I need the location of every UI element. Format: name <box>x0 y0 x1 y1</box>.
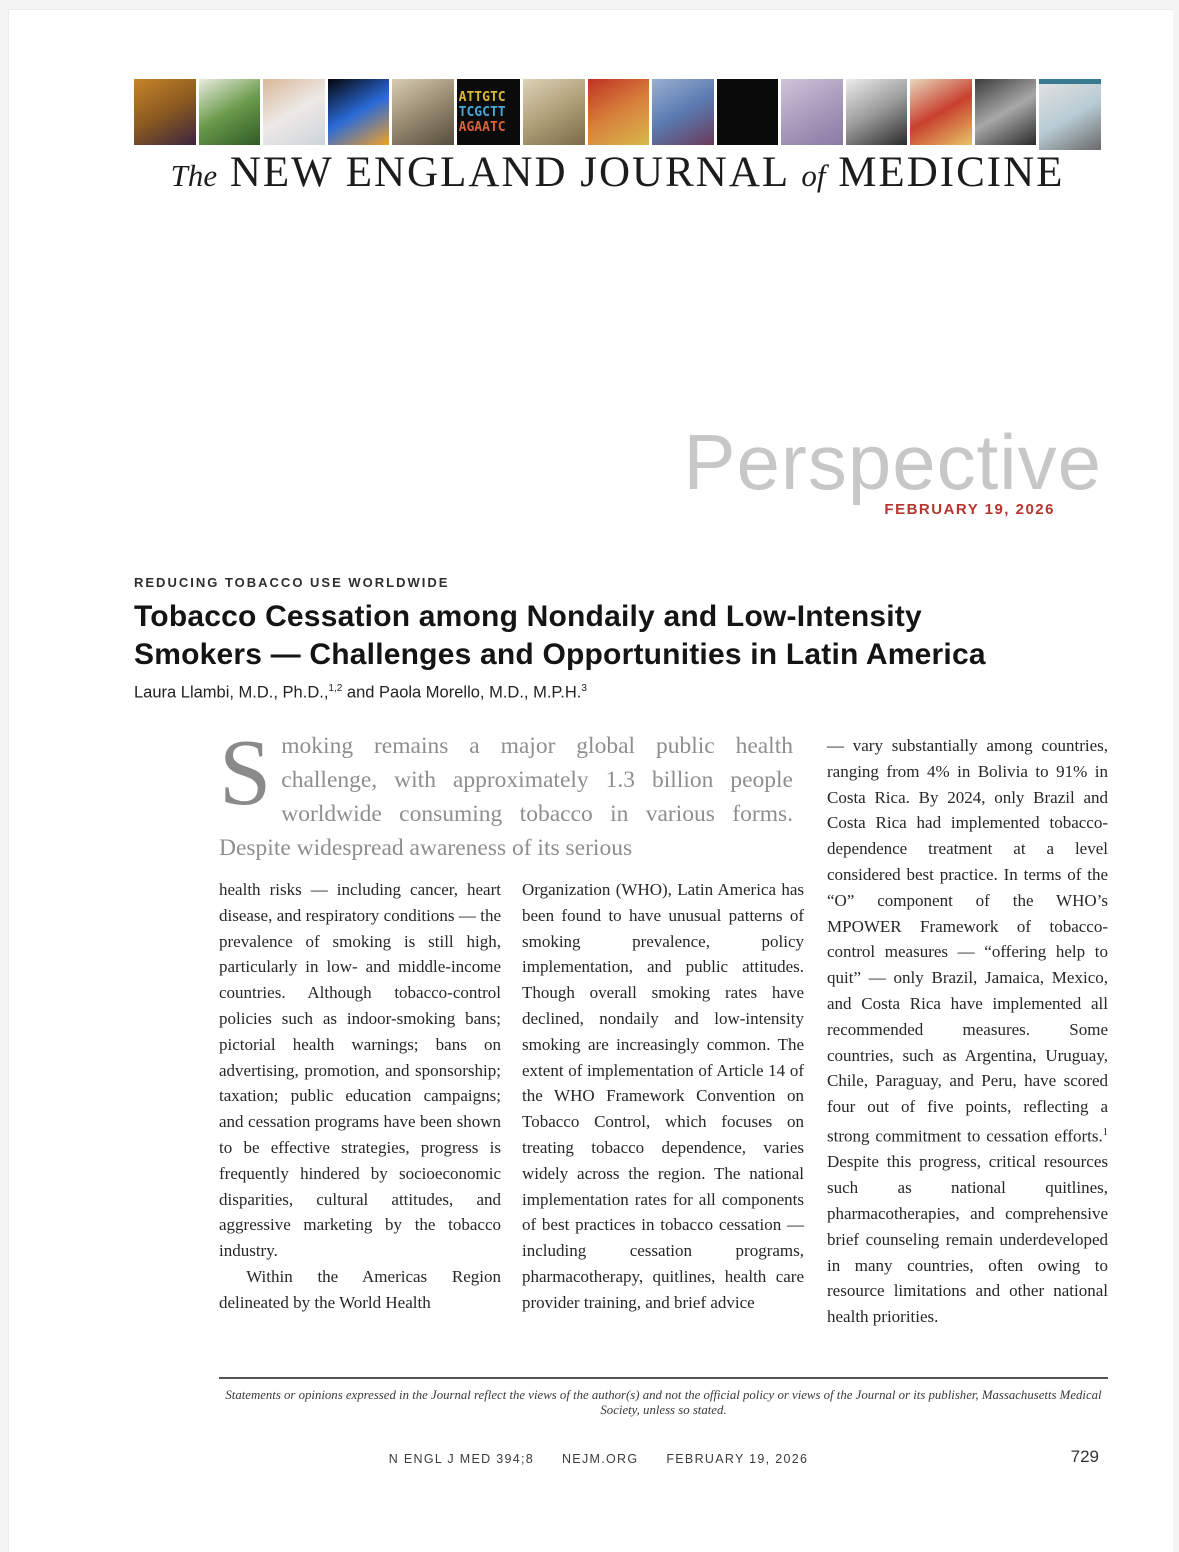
masthead-mosaic <box>134 79 1101 145</box>
trypanosomes-tile <box>652 79 714 145</box>
histology-tissue-tile <box>781 79 843 145</box>
page-number: 729 <box>1070 1447 1099 1466</box>
footer-site: NEJM.ORG <box>561 1452 639 1466</box>
lede-text: moking remains a major global public health challenge, with approximately 1.3 billion people worldwide consuming tobacco in various forms. Despite widespread awareness of its serious <box>219 733 793 861</box>
issue-date: FEBRUARY 19, 2026 <box>884 501 1055 518</box>
classical-column-tile <box>1039 79 1101 150</box>
porous-bone-tile <box>846 79 908 145</box>
column3-paragraph-1: — vary substantially among countries, ranging from 4% in Bolivia to 91% in Costa Rica. By 2024, only Brazil and Costa Rica had implemented tobacco-dependence treatment at a level considered best practice. In terms of the “O” component of the WHO’s MPOWER Framework of tobacco-control measures — “offering help to quit” — only Brazil, Jamaica, Mexico, and Costa Rica have implemented all recommended measures. Some countries, such as Argentina, Uruguay, Chile, Paraguay, and Peru, have scored four out of five points, reflecting a strong commitment to cessation efforts.$^1$ Despite this progress, critical resources such as national quitlines, pharmacotherapies, and comprehensive brief counseling remain underdeveloped in many countries, often owing to resource limitations and other national health priorities. <box>827 736 1108 1327</box>
surgical-mask-face-tile <box>263 79 325 145</box>
body-column-3 <box>827 733 1108 1330</box>
journal-title-the: The <box>170 158 218 193</box>
column2-paragraph-1: Organization (WHO), Latin America has been found to have unusual patterns of smoking prevalence, policy implementation, and public attitudes. Though overall smoking rates have declined, nondaily and low-intensity smoking are increasingly common. The extent of implementation of Article 14 of the WHO Framework Convention on Tobacco Control, which focuses on treating tobacco dependence, varies widely across the region. The national implementation rates for all components of best practices in tobacco cessation — including cessation programs, pharmacotherapy, quitlines, health care provider training, and brief advice <box>522 880 804 1312</box>
running-footer <box>9 1452 1179 1466</box>
column1-paragraph-2: Within the Americas Region delineated by the World Health <box>219 1266 501 1312</box>
disclaimer-rule <box>219 1377 1108 1379</box>
footer-citation: N ENGL J MED 394;8 <box>388 1452 534 1466</box>
bacteria-confetti-tile <box>717 79 779 145</box>
column1-paragraph-1: health risks — including cancer, heart disease, and respiratory conditions — the prevalence of smoking is still high, particularly in low- and middle-income countries. Although tobacco-control policies such as indoor-smoking bans; pictorial health warnings; bans on advertising, promotion, and sponsorship; taxation; public education campaigns; and cessation programs have been shown to be effective strategies, progress is frequently hindered by socioeconomic disparities, cultural attitudes, and aggressive marketing by the tobacco industry. <box>219 880 501 1261</box>
amber-neural-network-tile <box>134 79 196 145</box>
footer-date: FEBRUARY 19, 2026 <box>666 1452 809 1466</box>
body-column-2 <box>522 877 804 1316</box>
neuron-branches-tile <box>523 79 585 145</box>
green-leaves-tile <box>199 79 261 145</box>
article-kicker: REDUCING TOBACCO USE WORLDWIDE <box>134 575 450 590</box>
section-name: Perspective <box>683 418 1102 506</box>
body-column-1 <box>219 877 501 1316</box>
disclaimer-text: Statements or opinions expressed in the Journal reflect the views of the author(s) and not the official policy or views of the Journal or its publisher, Massachusetts Medical Society, unless so stated. <box>225 1388 1102 1417</box>
journal-page <box>8 9 1173 1552</box>
anatomy-illustration-tile <box>910 79 972 145</box>
drop-cap: S <box>219 721 272 825</box>
thermal-noise-map-tile <box>328 79 390 145</box>
journal-title-main: NEW ENGLAND JOURNAL <box>217 149 802 196</box>
lede-paragraph <box>219 721 793 865</box>
journal-title-end: MEDICINE <box>825 149 1065 196</box>
journal-title <box>134 148 1101 197</box>
dna-sequence-tile: ATTGTC TCGCTT AGAATC <box>457 79 521 145</box>
article-authors: Laura Llambi, M.D., Ph.D.,$^{1,2}$ and Paola Morello, M.D., M.P.H.$^3$ <box>134 683 587 702</box>
sem-micrograph-tile <box>392 79 454 145</box>
spine-xray-tile <box>975 79 1037 145</box>
journal-title-of: of <box>801 158 826 193</box>
article-title: Tobacco Cessation among Nondaily and Low-Intensity Smokers — Challenges and Opportunities in Latin America <box>134 600 986 671</box>
dendritic-cell-tile <box>588 79 650 145</box>
